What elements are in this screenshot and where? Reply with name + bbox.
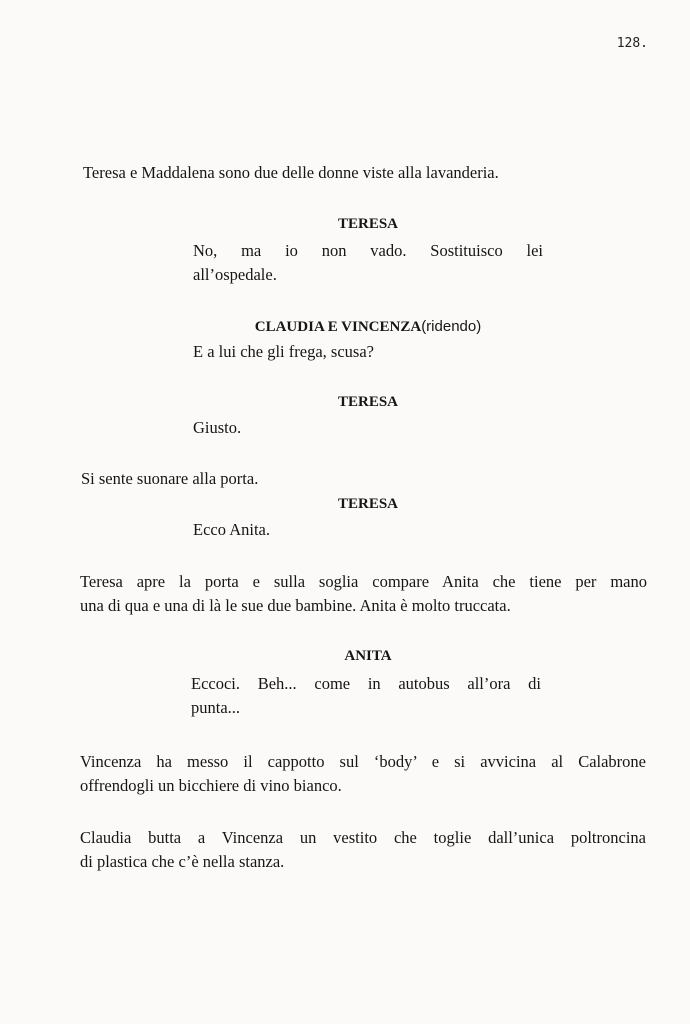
dialogue-line: No, ma io non vado. Sostituisco lei bbox=[193, 241, 543, 260]
stage-direction: (ridendo) bbox=[421, 318, 482, 335]
dialogue-line: Giusto. bbox=[193, 418, 242, 437]
action-block bbox=[80, 826, 646, 874]
speaker-name-with-direction bbox=[193, 318, 543, 336]
speaker-name: TERESA bbox=[337, 394, 399, 410]
action-line: una di qua e una di là le sue due bambine. Anita è molto truccata. bbox=[80, 596, 511, 615]
dialogue-block bbox=[193, 239, 543, 287]
action-block bbox=[80, 750, 646, 798]
speaker-name: CLAUDIA E VINCENZA bbox=[254, 319, 422, 335]
action-line: Teresa apre la porta e sulla soglia compare Anita che tiene per mano bbox=[80, 572, 647, 591]
dialogue-line: all’ospedale. bbox=[193, 265, 277, 284]
action-line: Claudia butta a Vincenza un vestito che toglie dall’unica poltroncina bbox=[80, 828, 646, 847]
action-line: di plastica che c’è nella stanza. bbox=[80, 852, 285, 871]
speaker-name: ANITA bbox=[344, 648, 392, 664]
action-line: Vincenza ha messo il cappotto sul ‘body’ e si avvicina al Calabrone bbox=[80, 752, 646, 771]
dialogue-line: Eccoci. Beh... come in autobus all’ora di bbox=[191, 674, 541, 693]
dialogue-line: E a lui che gli frega, scusa? bbox=[193, 342, 374, 361]
action-line: Teresa e Maddalena sono due delle donne viste alla lavanderia. bbox=[83, 163, 499, 182]
page-number: 128. bbox=[616, 36, 648, 51]
dialogue-line: Ecco Anita. bbox=[193, 520, 270, 539]
dialogue-line: punta... bbox=[191, 698, 241, 717]
speaker-name: TERESA bbox=[337, 496, 399, 512]
speaker-name: TERESA bbox=[337, 216, 399, 232]
action-line: Si sente suonare alla porta. bbox=[81, 469, 259, 488]
dialogue-block bbox=[191, 672, 541, 720]
action-block bbox=[80, 570, 647, 618]
action-line: offrendogli un bicchiere di vino bianco. bbox=[80, 776, 342, 795]
